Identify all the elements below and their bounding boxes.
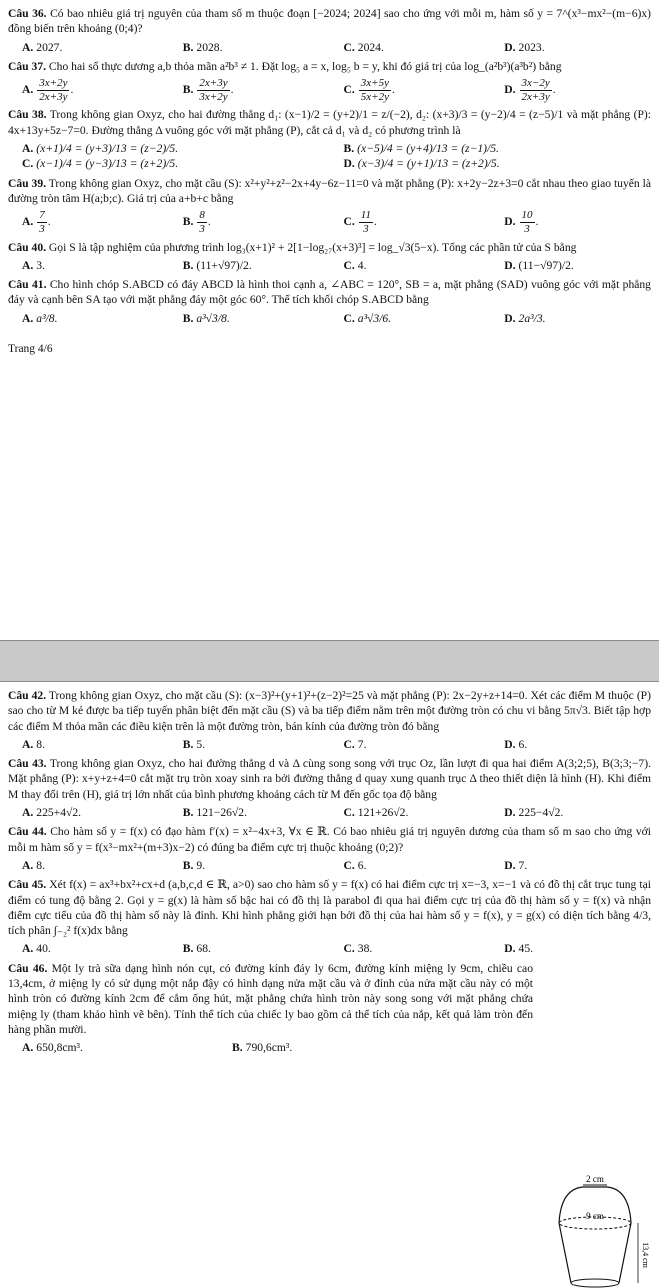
page-separator (0, 640, 659, 682)
option-c[interactable]: C. 6. (343, 858, 367, 872)
options-37 (8, 77, 651, 103)
option-d[interactable]: D. 225−4√2. (504, 806, 564, 820)
options-39 (8, 209, 651, 235)
cup-base (571, 1279, 619, 1287)
options-46 (8, 1040, 533, 1055)
option-d[interactable]: D. $\frac{10}{3}$ . (504, 209, 539, 235)
option-c[interactable]: C. $\frac{3x+5y}{5x+2y}$ . (343, 77, 395, 103)
options-43 (8, 805, 651, 820)
option-b[interactable]: B. 121−26√2. (182, 806, 247, 820)
question-41: Câu 41. Cho hình chóp S.ABCD có đáy ABCD là hình thoi cạnh a, ∠ABC = 120°, SB = a, mặt phẳng (SAD) vuông góc với mặt phẳng đáy và cạnh bên SA tạo với mặt phẳng đáy một góc 60°. Thể tích khối chóp S.ABCD bằng (8, 278, 651, 307)
option-c[interactable]: C. 121+26√2. (343, 806, 409, 820)
question-37: Câu 37. Cho hai số thực dương a,b thỏa mãn a²b³ ≠ 1. Đặt log₅ a = x, log₅ b = y, khi đó giá trị của log_(a²b³)(a³b²) bằng (8, 59, 562, 73)
question-39: Câu 39. Trong không gian Oxyz, cho mặt cầu (S): x²+y²+z²−2x+4y−6z−11=0 và mặt phẳng (P): x+2y−2z+3=0 cắt nhau theo giao tuyến là đường tròn tâm H(a;b;c). Giá trị của a+b+c bằng (8, 176, 651, 205)
option-a[interactable]: A. 3. (22, 258, 45, 272)
options-42 (8, 737, 651, 752)
label-top-diameter: 2 cm (586, 1174, 604, 1184)
option-d[interactable]: D. (11−√97)/2. (504, 258, 574, 272)
page-5-top (0, 682, 659, 1288)
options-44 (8, 858, 651, 873)
question-40: Câu 40. Gọi S là tập nghiệm của phương trình log₃(x+1)² + 2[1−log₂₇(x+3)³] = log_√3(5−x). Tổng các phần tử của S bằng (8, 240, 577, 254)
question-43: Câu 43. Trong không gian Oxyz, cho hai đường thẳng d và Δ cùng song song với trục Oz, lần lượt đi qua hai điểm A(3;2;5), B(3;3;−7). Mặt phẳng (P): x+y+z+4=0 cắt mặt trụ tròn xoay sinh ra bởi đường thẳng d quay xung quanh trục Δ theo thiết diện là hình (H). Khi điểm M thay đổi trên (H), giá trị lớn nhất của bình phương khoảng cách từ M đến gốc tọa độ bằng (8, 757, 651, 801)
options-45 (8, 941, 651, 956)
option-a[interactable]: A. 225+4√2. (22, 806, 82, 820)
option-a[interactable]: A. 2027. (22, 40, 63, 54)
cup-sides (559, 1223, 631, 1283)
option-b[interactable]: B. 68. (182, 942, 211, 956)
option-c[interactable]: C. 2024. (343, 40, 384, 54)
option-b[interactable]: B. (11+√97)/2. (182, 258, 252, 272)
option-b[interactable]: B. 790,6cm³. (232, 1041, 293, 1055)
option-b[interactable]: B. 9. (182, 858, 206, 872)
options-40 (8, 258, 651, 273)
option-c[interactable]: C. $\frac{11}{3}$ . (343, 209, 377, 235)
options-38 (8, 141, 651, 172)
question-42: Câu 42. Trong không gian Oxyz, cho mặt cầu (S): (x−3)²+(y+1)²+(z−2)²=25 và mặt phẳng (P): 2x−2y+z+14=0. Xét các điểm M thuộc (P) sao cho từ M kẻ được ba tiếp tuyến phân biệt đến mặt cầu (S) và ba tiếp điểm nằm trên một đường tròn có chu vi bằng 5π√3. Biết tập hợp các điểm M thỏa mãn các điều kiện trên là một đường tròn, bán kính của đường tròn đó bằng (8, 689, 651, 733)
options-41 (8, 311, 651, 326)
option-d[interactable]: D. 2023. (504, 40, 545, 54)
question-46: Câu 46. Một ly trà sữa dạng hình nón cụt, có đường kính đáy ly 6cm, đường kính miệng ly 9cm, chiều cao 13,4cm, ở miệng ly có sử dụng một nắp đậy có hình dạng nửa mặt cầu và ở đỉnh của nửa mặt cầu này có một hình tròn có đường kính 2cm để cắm ống hút, mặt phẳng chứa hình tròn này song song với mặt phẳng chứa miệng ly (tham khảo hình vẽ bên). Tính thể tích của chiếc ly bao gồm cả thể tích của nắp, kết quả làm tròn đến hàng phần mười. (8, 961, 533, 1036)
question-38: Câu 38. Trong không gian Oxyz, cho hai đường thẳng d₁: (x−1)/2 = (y+2)/1 = z/(−2), d₂: (x+3)/3 = (y−2)/4 = (z−5)/1 và mặt phẳng (P): 4x+13y+5z−7=0. Đường thẳng Δ vuông góc với mặt phẳng (P), cắt cả d₁ và d₂ có phương trình là (8, 108, 651, 137)
question-45: Câu 45. Xét f(x) = ax³+bx²+cx+d (a,b,c,d ∈ ℝ, a>0) sao cho hàm số y = f(x) có hai điểm cực trị x=−3, x=−1 và có đồ thị cắt trục tung tại điểm có tung độ bằng 2. Gọi y = g(x) là hàm số bậc hai có đồ thị là parabol đi qua hai điểm cực trị của đồ thị hàm số y = f(x) và nhận điểm cực tiểu của đồ thị hàm số này là đỉnh. Khi hình phẳng giới hạn bởi đồ thị của hai hàm số y = f(x), y = g(x) có diện tích bằng 4/3, tích phân ∫₋₂² f(x)dx bằng (8, 878, 652, 938)
page-footer: Trang 4/6 (8, 343, 53, 356)
cup-figure (549, 1174, 650, 1288)
option-c[interactable]: C. 4. (343, 258, 367, 272)
option-b[interactable]: B. (x−5)/4 = (y+4)/13 = (z−1)/5. (343, 142, 499, 156)
label-height: 13,4 cm (641, 1242, 650, 1268)
option-a[interactable]: A. 8. (22, 858, 45, 872)
page-4-bottom (0, 0, 659, 640)
option-c[interactable]: C. 38. (343, 942, 373, 956)
question-36: Câu 36. Có bao nhiêu giá trị nguyên của tham số m thuộc đoạn [−2024; 2024] sao cho ứng với mỗi m, hàm số y = 7^(x³−mx²−(m−6)x) đồng biến trên khoảng (0;4)? (8, 7, 652, 36)
option-d[interactable]: D. 45. (504, 942, 534, 956)
option-a[interactable]: A. $\frac{3x+2y}{2x+3y}$ . (22, 77, 74, 103)
option-b[interactable]: B. $\frac{2x+3y}{3x+2y}$ . (182, 77, 234, 103)
label-rim-diameter: 9 cm (586, 1211, 604, 1221)
option-c[interactable]: C. a³√3/6. (343, 311, 392, 325)
option-d[interactable]: D. 7. (504, 858, 528, 872)
option-a[interactable]: A. 650,8cm³. (22, 1041, 83, 1055)
option-b[interactable]: B. $\frac{8}{3}$ . (182, 209, 211, 235)
option-d[interactable]: D. (x−3)/4 = (y+1)/13 = (z+2)/5. (343, 157, 500, 171)
option-d[interactable]: D. 2a³/3. (504, 311, 546, 325)
option-b[interactable]: B. 5. (182, 737, 206, 751)
option-c[interactable]: C. (x−1)/4 = (y−3)/13 = (z+2)/5. (22, 157, 179, 171)
question-44: Câu 44. Cho hàm số y = f(x) có đạo hàm f′(x) = x²−4x+3, ∀x ∈ ℝ. Có bao nhiêu giá trị nguyên dương của tham số m sao cho ứng với mỗi m hàm số y = f(x³−mx²+(m+3)x−2) có đúng ba điểm cực trị thuộc khoảng (0;2)? (8, 825, 651, 854)
option-a[interactable]: A. $\frac{7}{3}$ . (22, 209, 51, 235)
option-d[interactable]: D. 6. (504, 737, 528, 751)
option-b[interactable]: B. a³√3/8. (182, 311, 230, 325)
option-a[interactable]: A. a³/8. (22, 311, 58, 325)
option-b[interactable]: B. 2028. (182, 40, 223, 54)
options-36 (8, 40, 651, 55)
option-a[interactable]: A. 40. (22, 942, 51, 956)
option-d[interactable]: D. $\frac{3x-2y}{2x+3y}$ . (504, 77, 556, 103)
option-c[interactable]: C. 7. (343, 737, 367, 751)
option-a[interactable]: A. 8. (22, 737, 45, 751)
option-a[interactable]: A. (x+1)/4 = (y+3)/13 = (z−2)/5. (22, 142, 179, 156)
